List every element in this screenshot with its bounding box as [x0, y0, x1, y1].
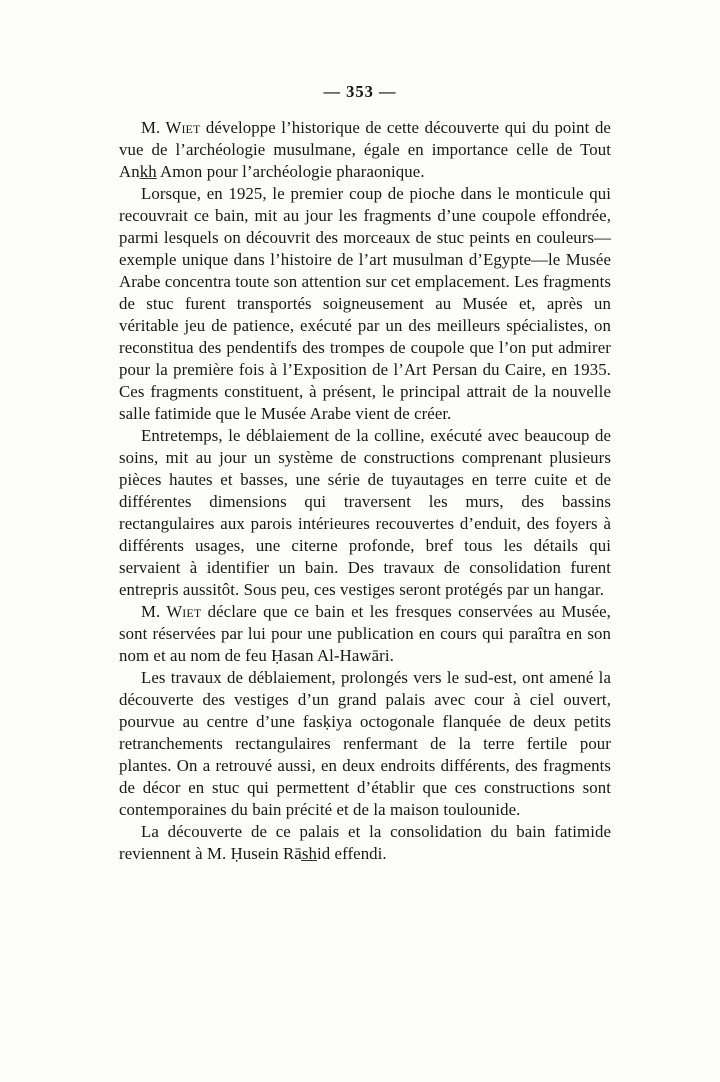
paragraph-3-text: Entretemps, le déblaiement de la colline, exécuté avec beaucoup de soins, mit au jour un système de constructions comprenant plusieurs pièces hautes et basses, une série de tuyautages en terre cuite et de différentes dimensions qui traversent les murs, des bassins rectangulaires aux parois intérieures recouvertes d’enduit, des foyers à différents usages, une citerne profonde, bref tous les détails qui servaient à identifier un bain. Des travaux de consolidation furent entrepris aussitôt. Sous peu, ces vestiges seront protégés par un hangar. — [119, 426, 611, 599]
text-block — [119, 117, 611, 865]
paragraph-2 — [119, 183, 611, 425]
speaker-name-1: M. Wiet — [141, 118, 201, 137]
paragraph-2-text: Lorsque, en 1925, le premier coup de pioche dans le monticule qui recouvrait ce bain, mit au jour les fragments d’une coupole effondrée, parmi lesquels on découvrit des morceaux de stuc peints en couleurs—exemple unique dans l’histoire de l’art musulman d’Egypte—le Musée Arabe concentra toute son attention sur cet emplacement. Les fragments de stuc furent transportés soigneusement au Musée et, après un véritable jeu de patience, exécuté par un des meilleurs spécialistes, on reconstitua des pendentifs des trompes de coupole que l’on put admirer pour la première fois à l’Exposition de l’Art Persan du Caire, en 1935. Ces fragments constituent, à présent, le principal attrait de la nouvelle salle fatimide que le Musée Arabe vient de créer. — [119, 184, 611, 423]
paragraph-5-text: Les travaux de déblaiement, prolongés vers le sud-est, ont amené la découverte des vestiges d’un grand palais avec cour à ciel ouvert, pourvue au centre d’une fasḳiya octogonale flanquée de deux petits retranchements rectangulaires renfermant de la terre fertile pour plantes. On a retrouvé aussi, en deux endroits différents, des fragments de décor en stuc qui permettent d’établir que ces constructions sont contemporaines du bain précité et de la maison toulounide. — [119, 668, 611, 819]
paragraph-1 — [119, 117, 611, 183]
paragraph-3 — [119, 425, 611, 601]
paragraph-6 — [119, 821, 611, 865]
paragraph-1-text: développe l’historique de cette découverte qui du point de vue de l’archéologie musulmane, égale en importance celle de Tout Ank̲h̲ Amon pour l’archéologie pharaonique. — [119, 118, 611, 181]
paragraph-5 — [119, 667, 611, 821]
page-number: — 353 — — [323, 82, 397, 101]
paragraph-6-text: La découverte de ce palais et la consolidation du bain fatimide reviennent à M. Ḥusein Rās̲h̲id effendi. — [119, 822, 611, 863]
paragraph-4-text: déclare que ce bain et les fresques conservées au Musée, sont réservées par lui pour une publication en cours qui paraîtra en son nom et au nom de feu Ḥasan Al-Hawāri. — [119, 602, 611, 665]
speaker-name-2: M. Wiet — [141, 602, 202, 621]
paragraph-4 — [119, 601, 611, 667]
